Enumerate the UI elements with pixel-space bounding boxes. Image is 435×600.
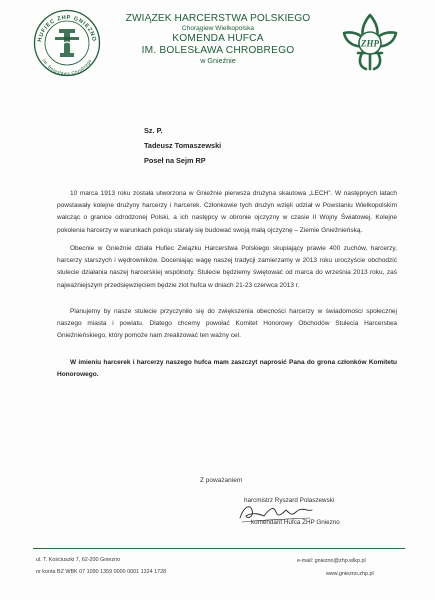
organization-header [100,13,336,65]
footer-email[interactable]: e-mail: gniezno@zhp.wlkp.pl [297,558,366,564]
closing-regards: Z poważaniem [200,477,243,484]
letter-paragraph: Planujemy by nasze stulecie przyczyniło się do zwiększenia obecności harcerzy w świadomości społecznej naszego miasta i powiatu. Dlatego chcemy powołać Komitet Honorowy Obchodów Stulecia Harcerstwa Gnieźnieńskiego, który pomoże nam zrealizować ten ważny cel. [57,308,397,340]
signer-name: harcmistrz Ryszard Polaszewski [244,497,335,504]
org-region: Chorągiew Wielkopolska [181,25,255,33]
footer-website[interactable]: www.gniezno.zhp.pl [326,571,374,577]
footer-bank-account: nr konta BZ WBK 07 1090 1359 0000 0001 1324 1728 [36,569,167,575]
org-name: ZWIĄZEK HARCERSTWA POLSKIEGO [125,13,311,24]
footer-address: ul. T. Kościuszki 7, 62-200 Gniezno [36,557,121,563]
invitation-paragraph: W imieniu harcerek i harcerzy naszego hufca mam zaszczyt naprosić Pana do grona członków Komitetu Honorowego. [57,359,397,379]
footer-divider [33,548,405,549]
svg-text:im. Bolesława Chrobrego: im. Bolesława Chrobrego [41,58,93,77]
addressee-salutation: Sz. P. [144,126,163,135]
signer-role: komendant Hufca ZHP Gniezno [251,519,340,526]
zhp-lily-logo [338,9,402,75]
svg-text:ZHP: ZHP [361,38,379,49]
hufiec-emblem-logo [33,9,101,77]
org-patron: IM. BOLESŁAWA CHROBREGO [141,44,295,56]
letter-paragraph: Obecnie w Gnieźnie działa Hufiec Związku Harcerstwa Polskiego skupiający prawie 400 zuchów, harcerzy, harcerzy starszych i wędrowników. Doceniając wagę naszej tradycji zamierzamy w 2013 roku uroczyście obchodzić stulecie działania naszej harcerskiej wspólnoty. Stulecie będziemy świętować od marca do września 2013 roku, zaś najważniejszym przedsięwzięciem będzie zlot hufca w dniach 21-23 czerwca 2013 r. [57,245,397,289]
svg-text:HUFIEC ZHP GNIEZNO: HUFIEC ZHP GNIEZNO [37,14,97,43]
addressee-name: Tadeusz Tomaszewski [144,141,222,150]
addressee-title: Poseł na Sejm RP [144,156,206,165]
letter-paragraph: 10 marca 1913 roku została utworzona w Gnieźnie pierwsza drużyna skautowa „LECH”. W następnych latach powstawały kolejne drużyny harcerzy i harcerek. Członkowie tych drużyn wzięli udział w Powstaniu Wielkopolskim walcząc o granice odrodzonej Polski, a ich następcy w obronie ojczyzny w czasie II Wojny Światowej. Kolejne pokolenia harcerzy w warunkach pokoju starały się budować swoją małą ojczyznę – Ziemie Gnieźnieńską. [57,190,397,234]
org-unit: KOMENDA HUFCA [172,32,264,44]
org-city: w Gnieźnie [200,55,236,65]
